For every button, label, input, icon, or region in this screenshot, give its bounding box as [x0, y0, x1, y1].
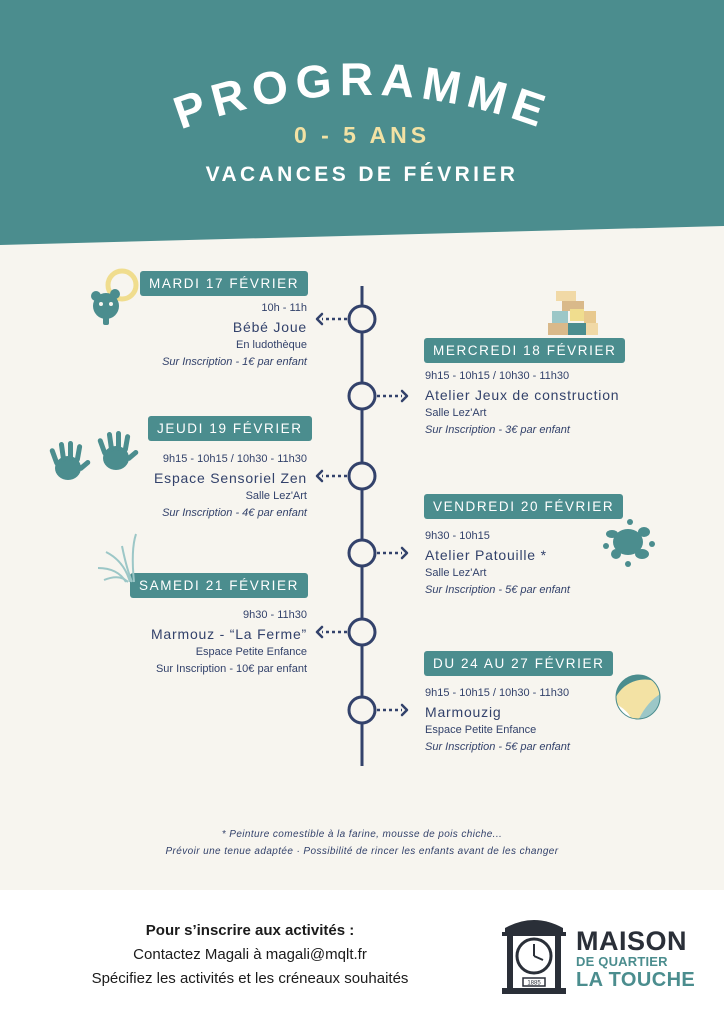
- event-place: Salle Lez'Art: [425, 407, 487, 419]
- event-details: [425, 368, 619, 439]
- handprints-icon: [46, 430, 140, 488]
- rattle-icon: [84, 264, 142, 326]
- event-name: Marmouz - “La Ferme”: [150, 626, 307, 642]
- logo-line-1: MAISON: [576, 926, 687, 956]
- event-time: 9h15 - 10h15 / 10h30 - 11h30: [425, 370, 570, 382]
- event-day-badge: MARDI 17 FÉVRIER: [140, 271, 308, 296]
- event-price-note: Sur Inscription - 5€ par enfant: [425, 741, 570, 753]
- event-price-note: Sur Inscription - 5€ par enfant: [425, 584, 570, 596]
- event-place: En ludothèque: [236, 339, 307, 351]
- contact-line: Contactez Magali à magali@mqlt.fr: [133, 946, 367, 963]
- event-place: Espace Petite Enfance: [195, 646, 307, 658]
- paint-splash-icon: [600, 516, 656, 568]
- event-time: 10h - 11h: [261, 302, 307, 314]
- event-day-badge: DU 24 AU 27 FÉVRIER: [424, 651, 613, 676]
- timeline-node: [349, 697, 375, 723]
- logo-line-2: DE QUARTIER: [576, 954, 668, 969]
- event-details: [151, 607, 307, 678]
- event-time: 9h30 - 10h15: [425, 530, 490, 542]
- logo-wordmark: [576, 928, 695, 990]
- event-price-note: Sur Inscription - 1€ par enfant: [162, 356, 307, 368]
- event-name: Espace Sensoriel Zen: [154, 470, 307, 486]
- event-details: [162, 300, 307, 371]
- age-range: 0 - 5 ANS: [293, 122, 431, 148]
- grass-icon: [96, 532, 140, 584]
- timeline-node: [349, 383, 375, 409]
- footnote: [0, 826, 724, 860]
- clock-building-icon: [499, 914, 569, 998]
- event-day-badge: VENDREDI 20 FÉVRIER: [424, 494, 623, 519]
- contact-block: [40, 919, 460, 991]
- event-time: 9h30 - 11h30: [242, 609, 307, 621]
- subtitle: VACANCES DE FÉVRIER: [205, 163, 519, 186]
- footnote-line: Prévoir une tenue adaptée · Possibilité de rincer les enfants avant de les changer: [165, 846, 559, 857]
- event-price-note: Sur Inscription - 4€ par enfant: [162, 507, 307, 519]
- svg-text:1885: 1885: [527, 980, 541, 987]
- event-day-badge: SAMEDI 21 FÉVRIER: [130, 573, 308, 598]
- event-day-badge: JEUDI 19 FÉVRIER: [148, 416, 312, 441]
- contact-heading: Pour s’inscrire aux activités :: [145, 922, 355, 939]
- event-place: Salle Lez'Art: [245, 490, 307, 502]
- event-details: [425, 685, 570, 756]
- event-time: 9h15 - 10h15 / 10h30 - 11h30: [162, 453, 307, 465]
- event-name: Atelier Jeux de construction: [425, 387, 620, 403]
- event-name: Marmouzig: [425, 704, 502, 720]
- contact-line: Spécifiez les activités et les créneaux souhaités: [91, 970, 409, 987]
- event-price-note: Sur Inscription - 10€ par enfant: [155, 663, 307, 675]
- event-place: Salle Lez'Art: [425, 567, 487, 579]
- event-details: [425, 528, 570, 599]
- timeline-node: [349, 306, 375, 332]
- beach-ball-icon: [614, 673, 662, 721]
- event-place: Espace Petite Enfance: [425, 724, 537, 736]
- event-time: 9h15 - 10h15 / 10h30 - 11h30: [425, 687, 570, 699]
- timeline-node: [349, 540, 375, 566]
- event-day-badge: MERCREDI 18 FÉVRIER: [424, 338, 625, 363]
- title-text: PROGRAMME: [166, 52, 559, 139]
- event-name: Bébé Joue: [232, 319, 307, 335]
- wooden-blocks-icon: [544, 287, 602, 339]
- timeline-node: [349, 463, 375, 489]
- logo-line-3: LA TOUCHE: [576, 969, 696, 991]
- event-details: [154, 451, 307, 522]
- footnote-line: * Peinture comestible à la farine, mousse de pois chiche...: [221, 829, 503, 840]
- timeline-node: [349, 619, 375, 645]
- event-name: Atelier Patouille *: [425, 547, 547, 563]
- event-price-note: Sur Inscription - 3€ par enfant: [425, 424, 570, 436]
- footer: [0, 890, 724, 1024]
